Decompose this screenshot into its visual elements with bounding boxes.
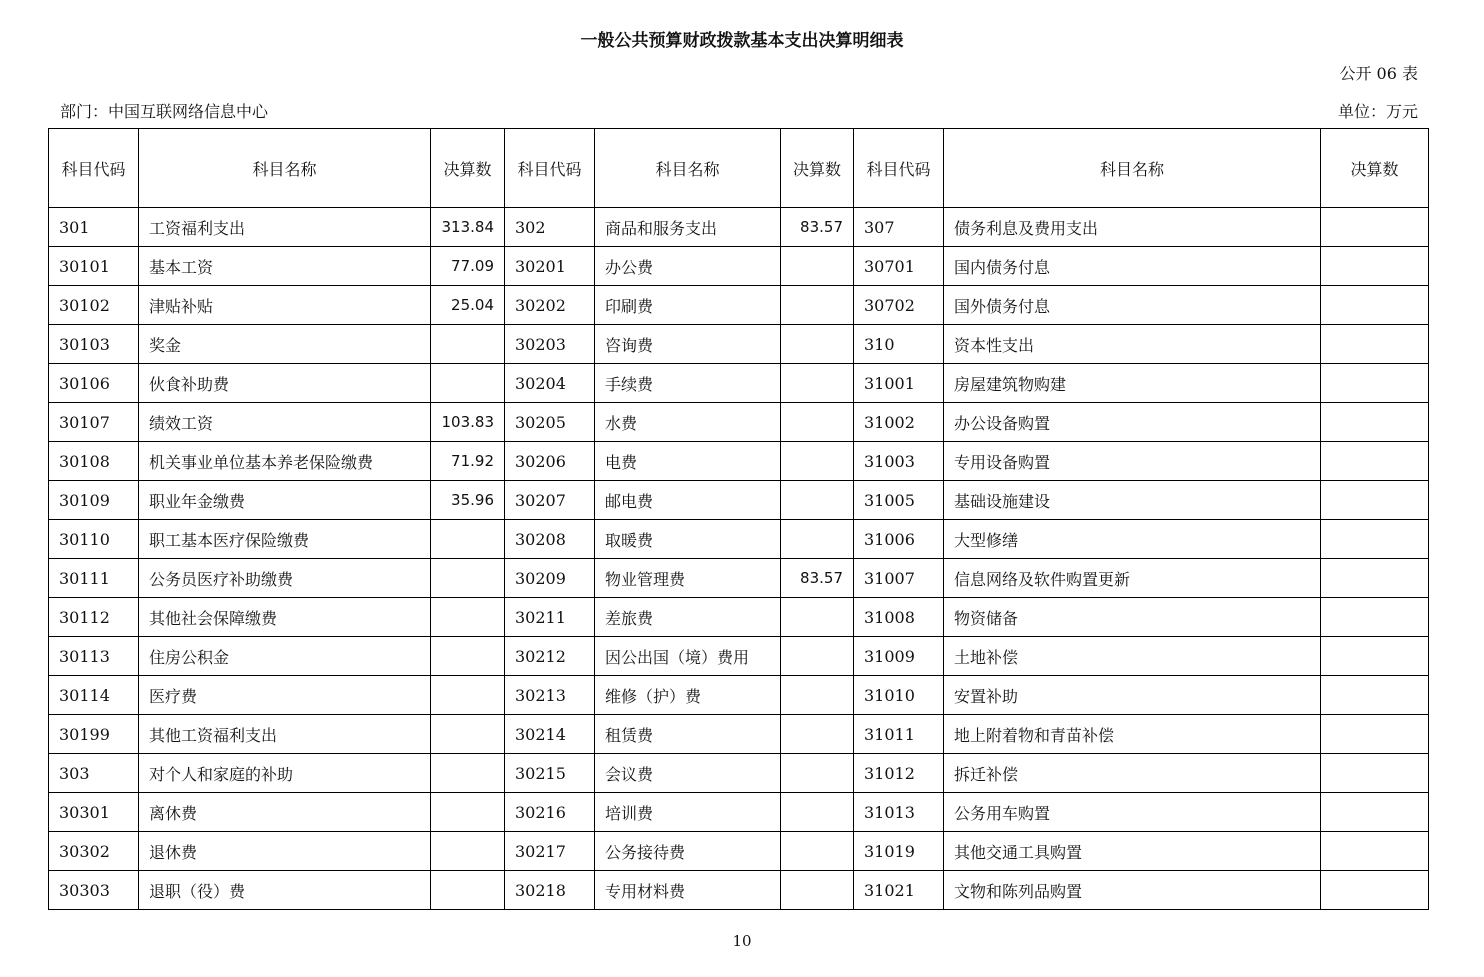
table-row xyxy=(49,325,1429,364)
subject-name-cell: 土地补偿 xyxy=(944,637,1321,676)
subject-name-cell: 资本性支出 xyxy=(944,325,1321,364)
subject-name-cell: 国外债务付息 xyxy=(944,286,1321,325)
amount-cell xyxy=(1321,481,1429,520)
amount-cell xyxy=(431,325,505,364)
header-cell: 科目名称 xyxy=(139,129,431,208)
amount-cell xyxy=(781,871,854,910)
amount-cell xyxy=(1321,793,1429,832)
subject-code-cell: 30212 xyxy=(505,637,595,676)
table-row xyxy=(49,208,1429,247)
amount-cell xyxy=(1321,364,1429,403)
subject-name-cell: 维修（护）费 xyxy=(595,676,781,715)
subject-code-cell: 31001 xyxy=(854,364,944,403)
amount-cell: 77.09 xyxy=(431,247,505,286)
amount-cell xyxy=(781,793,854,832)
subject-code-cell: 307 xyxy=(854,208,944,247)
page-number: 10 xyxy=(732,932,752,950)
amount-cell xyxy=(1321,520,1429,559)
amount-cell xyxy=(1321,871,1429,910)
subject-code-cell: 30203 xyxy=(505,325,595,364)
header-cell: 科目代码 xyxy=(505,129,595,208)
subject-code-cell: 30216 xyxy=(505,793,595,832)
header-cell: 科目代码 xyxy=(49,129,139,208)
subject-code-cell: 30107 xyxy=(49,403,139,442)
subject-name-cell: 租赁费 xyxy=(595,715,781,754)
amount-cell: 103.83 xyxy=(431,403,505,442)
amount-cell xyxy=(1321,403,1429,442)
subject-code-cell: 30207 xyxy=(505,481,595,520)
amount-cell: 83.57 xyxy=(781,559,854,598)
subject-name-cell: 公务接待费 xyxy=(595,832,781,871)
subject-code-cell: 30101 xyxy=(49,247,139,286)
subject-name-cell: 机关事业单位基本养老保险缴费 xyxy=(139,442,431,481)
subject-name-cell: 物业管理费 xyxy=(595,559,781,598)
subject-name-cell: 绩效工资 xyxy=(139,403,431,442)
amount-cell: 25.04 xyxy=(431,286,505,325)
report-title: 一般公共预算财政拨款基本支出决算明细表 xyxy=(580,31,904,51)
subject-code-cell: 310 xyxy=(854,325,944,364)
subject-name-cell: 其他社会保障缴费 xyxy=(139,598,431,637)
subject-code-cell: 30301 xyxy=(49,793,139,832)
amount-cell xyxy=(1321,208,1429,247)
header-cell: 科目名称 xyxy=(944,129,1321,208)
subject-name-cell: 基础设施建设 xyxy=(944,481,1321,520)
subject-code-cell: 30702 xyxy=(854,286,944,325)
amount-cell xyxy=(431,832,505,871)
table-row xyxy=(49,637,1429,676)
subject-name-cell: 其他交通工具购置 xyxy=(944,832,1321,871)
subject-name-cell: 邮电费 xyxy=(595,481,781,520)
subject-code-cell: 30102 xyxy=(49,286,139,325)
subject-name-cell: 职业年金缴费 xyxy=(139,481,431,520)
amount-cell: 35.96 xyxy=(431,481,505,520)
subject-name-cell: 退休费 xyxy=(139,832,431,871)
subject-code-cell: 30114 xyxy=(49,676,139,715)
table-row xyxy=(49,754,1429,793)
subject-name-cell: 债务利息及费用支出 xyxy=(944,208,1321,247)
subject-name-cell: 医疗费 xyxy=(139,676,431,715)
subject-code-cell: 30217 xyxy=(505,832,595,871)
amount-cell xyxy=(1321,637,1429,676)
amount-cell xyxy=(781,637,854,676)
table-row xyxy=(49,832,1429,871)
table-row xyxy=(49,676,1429,715)
table-row xyxy=(49,715,1429,754)
subject-name-cell: 会议费 xyxy=(595,754,781,793)
subject-name-cell: 大型修缮 xyxy=(944,520,1321,559)
budget-detail-table xyxy=(48,128,1429,910)
amount-cell xyxy=(1321,715,1429,754)
header-cell: 决算数 xyxy=(1321,129,1429,208)
subject-code-cell: 30113 xyxy=(49,637,139,676)
table-row xyxy=(49,598,1429,637)
subject-code-cell: 30218 xyxy=(505,871,595,910)
form-number: 公开 06 表 xyxy=(1339,64,1418,83)
subject-name-cell: 退职（役）费 xyxy=(139,871,431,910)
subject-name-cell: 咨询费 xyxy=(595,325,781,364)
amount-cell xyxy=(781,403,854,442)
subject-name-cell: 拆迁补偿 xyxy=(944,754,1321,793)
table-row xyxy=(49,403,1429,442)
subject-code-cell: 30701 xyxy=(854,247,944,286)
amount-cell xyxy=(1321,754,1429,793)
subject-name-cell: 培训费 xyxy=(595,793,781,832)
subject-code-cell: 31005 xyxy=(854,481,944,520)
subject-code-cell: 303 xyxy=(49,754,139,793)
amount-cell: 71.92 xyxy=(431,442,505,481)
subject-name-cell: 印刷费 xyxy=(595,286,781,325)
table-row xyxy=(49,793,1429,832)
subject-name-cell: 公务员医疗补助缴费 xyxy=(139,559,431,598)
amount-cell xyxy=(1321,325,1429,364)
subject-code-cell: 30199 xyxy=(49,715,139,754)
subject-code-cell: 301 xyxy=(49,208,139,247)
subject-name-cell: 取暖费 xyxy=(595,520,781,559)
subject-name-cell: 伙食补助费 xyxy=(139,364,431,403)
amount-cell xyxy=(781,520,854,559)
header-cell: 决算数 xyxy=(431,129,505,208)
subject-name-cell: 安置补助 xyxy=(944,676,1321,715)
amount-cell xyxy=(431,715,505,754)
subject-code-cell: 30108 xyxy=(49,442,139,481)
subject-code-cell: 30111 xyxy=(49,559,139,598)
subject-name-cell: 奖金 xyxy=(139,325,431,364)
subject-code-cell: 31010 xyxy=(854,676,944,715)
header-cell: 决算数 xyxy=(781,129,854,208)
amount-cell xyxy=(431,676,505,715)
header-cell: 科目代码 xyxy=(854,129,944,208)
subject-code-cell: 30204 xyxy=(505,364,595,403)
department-label: 部门：中国互联网络信息中心 xyxy=(60,102,269,121)
subject-name-cell: 津贴补贴 xyxy=(139,286,431,325)
subject-code-cell: 31002 xyxy=(854,403,944,442)
subject-name-cell: 对个人和家庭的补助 xyxy=(139,754,431,793)
subject-name-cell: 职工基本医疗保险缴费 xyxy=(139,520,431,559)
subject-name-cell: 信息网络及软件购置更新 xyxy=(944,559,1321,598)
subject-name-cell: 住房公积金 xyxy=(139,637,431,676)
subject-name-cell: 公务用车购置 xyxy=(944,793,1321,832)
amount-cell xyxy=(431,559,505,598)
subject-code-cell: 30109 xyxy=(49,481,139,520)
amount-cell xyxy=(431,793,505,832)
subject-name-cell: 基本工资 xyxy=(139,247,431,286)
subject-name-cell: 办公设备购置 xyxy=(944,403,1321,442)
amount-cell xyxy=(1321,832,1429,871)
amount-cell: 313.84 xyxy=(431,208,505,247)
subject-code-cell: 30209 xyxy=(505,559,595,598)
subject-name-cell: 电费 xyxy=(595,442,781,481)
subject-code-cell: 31009 xyxy=(854,637,944,676)
table-header-row xyxy=(49,129,1429,208)
amount-cell xyxy=(431,754,505,793)
table-row xyxy=(49,481,1429,520)
amount-cell xyxy=(781,442,854,481)
amount-cell xyxy=(1321,598,1429,637)
table-row xyxy=(49,286,1429,325)
subject-code-cell: 31007 xyxy=(854,559,944,598)
subject-code-cell: 30302 xyxy=(49,832,139,871)
amount-cell xyxy=(431,871,505,910)
subject-code-cell: 30205 xyxy=(505,403,595,442)
subject-code-cell: 30110 xyxy=(49,520,139,559)
subject-code-cell: 31021 xyxy=(854,871,944,910)
amount-cell xyxy=(781,676,854,715)
subject-name-cell: 物资储备 xyxy=(944,598,1321,637)
subject-name-cell: 工资福利支出 xyxy=(139,208,431,247)
table-row xyxy=(49,520,1429,559)
amount-cell xyxy=(1321,559,1429,598)
subject-name-cell: 商品和服务支出 xyxy=(595,208,781,247)
amount-cell xyxy=(781,364,854,403)
amount-cell xyxy=(781,598,854,637)
subject-name-cell: 其他工资福利支出 xyxy=(139,715,431,754)
subject-code-cell: 31012 xyxy=(854,754,944,793)
amount-cell xyxy=(1321,676,1429,715)
subject-name-cell: 专用材料费 xyxy=(595,871,781,910)
subject-code-cell: 30206 xyxy=(505,442,595,481)
subject-code-cell: 31019 xyxy=(854,832,944,871)
amount-cell xyxy=(781,247,854,286)
subject-code-cell: 30213 xyxy=(505,676,595,715)
amount-cell xyxy=(781,715,854,754)
amount-cell xyxy=(781,754,854,793)
subject-name-cell: 房屋建筑物购建 xyxy=(944,364,1321,403)
subject-name-cell: 办公费 xyxy=(595,247,781,286)
subject-code-cell: 30106 xyxy=(49,364,139,403)
subject-name-cell: 专用设备购置 xyxy=(944,442,1321,481)
subject-code-cell: 31011 xyxy=(854,715,944,754)
subject-name-cell: 文物和陈列品购置 xyxy=(944,871,1321,910)
table-row xyxy=(49,559,1429,598)
table-row xyxy=(49,247,1429,286)
header-cell: 科目名称 xyxy=(595,129,781,208)
table-row xyxy=(49,364,1429,403)
subject-code-cell: 30208 xyxy=(505,520,595,559)
subject-code-cell: 31003 xyxy=(854,442,944,481)
subject-code-cell: 31006 xyxy=(854,520,944,559)
amount-cell xyxy=(781,286,854,325)
table-row xyxy=(49,442,1429,481)
amount-cell xyxy=(1321,247,1429,286)
amount-cell: 83.57 xyxy=(781,208,854,247)
amount-cell xyxy=(781,325,854,364)
subject-code-cell: 31008 xyxy=(854,598,944,637)
amount-cell xyxy=(431,637,505,676)
subject-code-cell: 30103 xyxy=(49,325,139,364)
amount-cell xyxy=(1321,442,1429,481)
subject-name-cell: 因公出国（境）费用 xyxy=(595,637,781,676)
amount-cell xyxy=(781,481,854,520)
subject-name-cell: 国内债务付息 xyxy=(944,247,1321,286)
subject-name-cell: 水费 xyxy=(595,403,781,442)
unit-label: 单位：万元 xyxy=(1337,102,1418,121)
subject-name-cell: 手续费 xyxy=(595,364,781,403)
amount-cell xyxy=(431,598,505,637)
table-body xyxy=(49,208,1429,910)
subject-code-cell: 30303 xyxy=(49,871,139,910)
subject-code-cell: 30214 xyxy=(505,715,595,754)
subject-name-cell: 离休费 xyxy=(139,793,431,832)
subject-name-cell: 地上附着物和青苗补偿 xyxy=(944,715,1321,754)
subject-code-cell: 302 xyxy=(505,208,595,247)
subject-name-cell: 差旅费 xyxy=(595,598,781,637)
amount-cell xyxy=(431,520,505,559)
subject-code-cell: 30215 xyxy=(505,754,595,793)
subject-code-cell: 30202 xyxy=(505,286,595,325)
subject-code-cell: 30211 xyxy=(505,598,595,637)
subject-code-cell: 30112 xyxy=(49,598,139,637)
amount-cell xyxy=(781,832,854,871)
subject-code-cell: 30201 xyxy=(505,247,595,286)
amount-cell xyxy=(431,364,505,403)
table-row xyxy=(49,871,1429,910)
amount-cell xyxy=(1321,286,1429,325)
subject-code-cell: 31013 xyxy=(854,793,944,832)
